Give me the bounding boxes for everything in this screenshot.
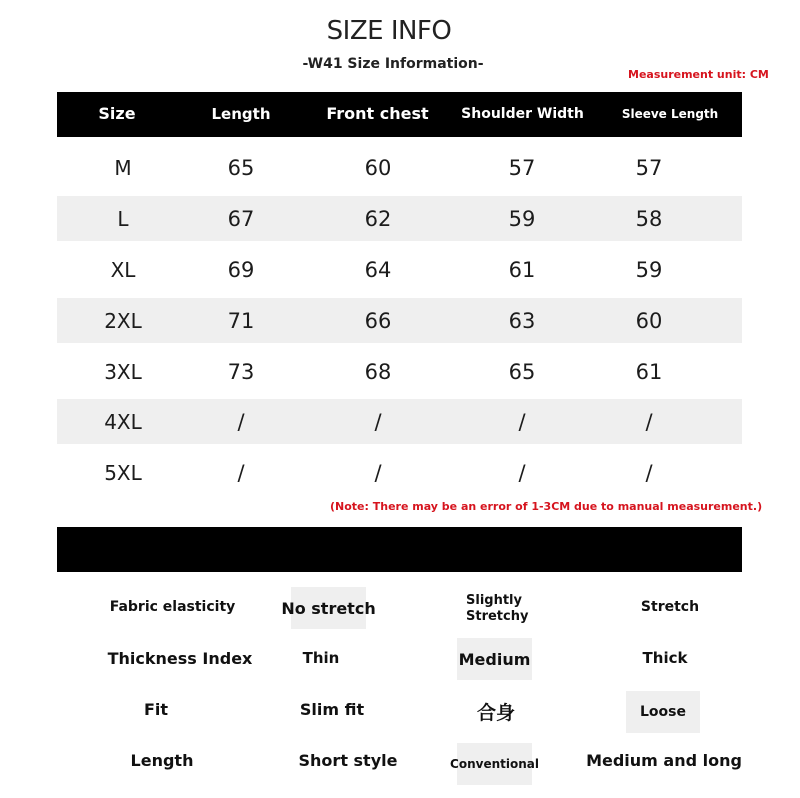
length-option-short-style: Short style [298, 750, 398, 770]
cell-shoulder-width: 59 [508, 207, 536, 231]
cell-sleeve-length: 60 [635, 309, 663, 333]
elasticity-label: Fabric elasticity [109, 599, 236, 615]
table-row [57, 196, 742, 241]
cell-size: XL [110, 258, 136, 282]
cell-front-chest: 64 [364, 258, 392, 282]
cell-front-chest: 60 [364, 156, 392, 180]
cell-length: 71 [227, 309, 255, 333]
size-table-header [57, 92, 742, 137]
cell-length: 73 [227, 360, 255, 384]
cell-front-chest: 66 [364, 309, 392, 333]
col-header-front-chest: Front chest [326, 104, 429, 123]
table-row [57, 247, 742, 292]
cell-size: L [117, 207, 129, 231]
col-header-shoulder-width: Shoulder Width [461, 106, 584, 122]
section-divider-bar [57, 527, 742, 572]
cell-length: 69 [227, 258, 255, 282]
page-title: SIZE INFO [326, 16, 452, 46]
cell-shoulder-width: 61 [508, 258, 536, 282]
thickness-label: Thickness Index [107, 648, 253, 668]
fit-label: Fit [143, 699, 169, 719]
table-row [57, 298, 742, 343]
table-row [57, 399, 742, 444]
cell-size: 3XL [104, 360, 142, 384]
table-row [57, 145, 742, 190]
cell-length: / [237, 410, 245, 434]
cell-shoulder-width: 65 [508, 360, 536, 384]
cell-front-chest: 68 [364, 360, 392, 384]
col-header-size: Size [98, 104, 136, 123]
cell-length: 65 [227, 156, 255, 180]
elasticity-option-slightly-stretchy: Slightly Stretchy [466, 593, 529, 624]
page-subtitle: -W41 Size Information- [302, 56, 484, 72]
length-label: Length [130, 750, 194, 770]
cell-shoulder-width: 57 [508, 156, 536, 180]
cell-length: / [237, 461, 245, 485]
cell-sleeve-length: 59 [635, 258, 663, 282]
thickness-option-thick: Thick [642, 649, 688, 667]
measurement-note: (Note: There may be an error of 1-3CM due to manual measurement.) [330, 500, 763, 513]
cell-shoulder-width: 63 [508, 309, 536, 333]
thickness-option-medium: Medium [457, 638, 532, 680]
cell-shoulder-width: / [518, 461, 526, 485]
elasticity-option-stretch: Stretch [640, 599, 700, 615]
thickness-option-thin: Thin [302, 649, 340, 667]
cell-front-chest: 62 [364, 207, 392, 231]
col-header-length: Length [211, 105, 271, 123]
fit-option-loose: Loose [626, 691, 700, 733]
cell-sleeve-length: 57 [635, 156, 663, 180]
cell-size: 5XL [104, 461, 142, 485]
cell-length: 67 [227, 207, 255, 231]
measurement-unit: Measurement unit: CM [628, 68, 769, 81]
cell-sleeve-length: / [645, 410, 653, 434]
length-option-medium-and-long: Medium and long [586, 750, 742, 770]
table-row [57, 450, 742, 495]
cell-front-chest: / [374, 461, 382, 485]
table-row [57, 349, 742, 394]
cell-size: 4XL [104, 410, 142, 434]
cell-shoulder-width: / [518, 410, 526, 434]
cell-size: 2XL [104, 309, 142, 333]
elasticity-option-no-stretch: No stretch [291, 587, 366, 629]
cell-sleeve-length: 61 [635, 360, 663, 384]
fit-option-regular: 合身 [476, 701, 515, 724]
length-option-conventional: Conventional [457, 743, 532, 785]
col-header-sleeve-length: Sleeve Length [621, 107, 719, 121]
cell-sleeve-length: / [645, 461, 653, 485]
cell-sleeve-length: 58 [635, 207, 663, 231]
cell-front-chest: / [374, 410, 382, 434]
fit-option-slim-fit: Slim fit [299, 699, 365, 719]
cell-size: M [114, 156, 132, 180]
